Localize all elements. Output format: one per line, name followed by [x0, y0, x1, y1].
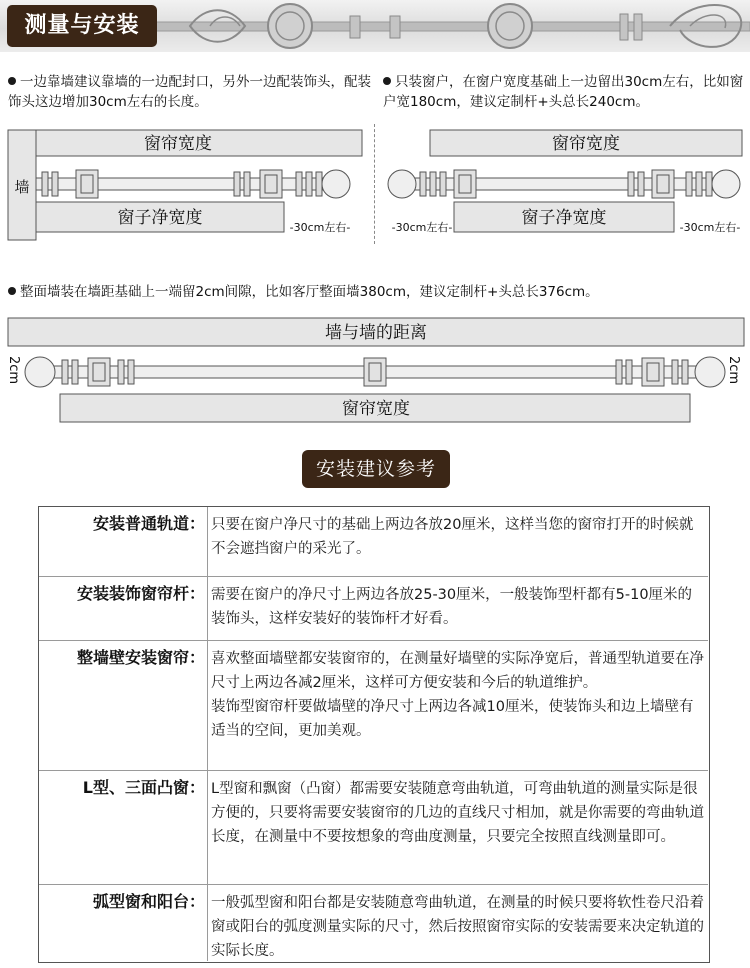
rod-ring	[62, 360, 68, 384]
rod-bracket	[364, 358, 386, 386]
row-paragraph: 喜欢整面墙壁都安装窗帘的，在测量好墙壁的实际净宽后，普通型轨道要在净尺寸上两边各减2厘米，这样可方便安装和今后的轨道维护。	[211, 651, 704, 691]
rod-ring	[638, 172, 644, 196]
row-label: L型、三面凸窗：	[82, 778, 205, 797]
extra-length-left-label: -30cm左右-	[391, 221, 453, 234]
note-full-wall	[8, 282, 748, 302]
rod-ring	[42, 172, 48, 196]
curtain-width-label: 窗帘宽度	[342, 399, 410, 419]
diagram-wall-side	[0, 124, 372, 244]
row-paragraph: 一般弧型窗和阳台都是安装随意弯曲轨道，在测量的时候只要将软性卷尺沿着窗或阳台的弧度测量实际的尺寸，然后按照窗帘实际的安装需要来决定轨道的实际长度。	[211, 895, 704, 959]
curtain-width-label: 窗帘宽度	[552, 134, 620, 154]
gap-left-label: 2cm	[6, 356, 21, 385]
row-label-text: L型、三面凸窗	[82, 778, 189, 797]
rod-bracket	[642, 358, 664, 386]
wall-label: 墙	[14, 178, 30, 196]
table-row	[39, 771, 708, 885]
curtain-rod-banner-icon	[150, 0, 750, 52]
rod-ring	[316, 172, 322, 196]
rod-ring	[128, 360, 134, 384]
row-paragraph: 需要在窗户的净尺寸上两边各放25-30厘米，一般装饰型杆都有5-10厘米的装饰头，这样安装好的装饰杆才好看。	[211, 587, 693, 627]
curtain-width-label: 窗帘宽度	[144, 134, 212, 154]
rod-ring	[118, 360, 124, 384]
row-label: 安装装饰窗帘杆：	[76, 584, 205, 603]
bullet-icon	[383, 77, 391, 85]
page-title: 测量与安装	[7, 5, 157, 47]
table-row	[39, 577, 708, 641]
row-separator	[207, 641, 208, 770]
rod-ring	[420, 172, 426, 196]
rod-ring	[682, 360, 688, 384]
rod-bracket	[652, 170, 674, 198]
rod-finial	[388, 170, 416, 198]
row-separator	[207, 885, 208, 961]
table-row	[39, 641, 708, 771]
row-separator	[207, 577, 208, 640]
row-text	[211, 583, 705, 631]
rod-ring	[686, 172, 692, 196]
window-width-label: 窗子净宽度	[117, 208, 203, 228]
note-window-only-text: 只装窗户，在窗户宽度基础上一边留出30cm左右，比如窗户宽180cm，建议定制杆+头总长240cm。	[383, 74, 744, 110]
row-label-text: 安装装饰窗帘杆	[76, 584, 189, 603]
note-window-only	[383, 72, 745, 112]
rod-bracket	[88, 358, 110, 386]
table-row	[39, 507, 708, 577]
rod-finial	[695, 357, 725, 387]
rod-ring	[306, 172, 312, 196]
rod-ring	[672, 360, 678, 384]
rod-ring	[696, 172, 702, 196]
row-label: 弧型窗和阳台：	[92, 892, 205, 911]
window-width-label: 窗子净宽度	[521, 208, 607, 228]
row-separator	[207, 771, 208, 884]
note-wall-side	[8, 72, 373, 112]
row-label: 安装普通轨道：	[92, 514, 205, 533]
header-banner	[0, 0, 750, 52]
rod-ring	[430, 172, 436, 196]
rod-ring	[628, 172, 634, 196]
rod-bracket	[454, 170, 476, 198]
suggestion-title: 安装建议参考	[302, 450, 450, 488]
rod-ring	[72, 360, 78, 384]
row-text	[211, 891, 705, 963]
row-text	[211, 777, 705, 849]
diagram-divider	[374, 124, 375, 244]
rod-ring	[440, 172, 446, 196]
rod-ring	[626, 360, 632, 384]
extra-length-label: -30cm左右-	[289, 221, 351, 234]
row-separator	[207, 507, 208, 576]
table-row	[39, 885, 708, 961]
row-text	[211, 513, 705, 561]
rod-ring	[706, 172, 712, 196]
diagram-window-only	[378, 124, 750, 244]
gap-right-label: 2cm	[726, 356, 741, 385]
note-full-wall-text: 整面墙装在墙距基础上一端留2cm间隙，比如客厅整面墙380cm，建议定制杆+头总长376cm。	[20, 284, 599, 300]
bullet-icon	[8, 287, 16, 295]
row-paragraph: L型窗和飘窗（凸窗）都需要安装随意弯曲轨道，可弯曲轨道的测量实际是很方便的，只要将需要安装窗帘的几边的直线尺寸相加，就是你需要的弯曲轨道长度，在测量中不要按想象的弯曲度测量，只要完全按照直线测量即可。	[211, 781, 704, 845]
rod-finial	[712, 170, 740, 198]
row-text	[211, 647, 705, 743]
row-label: 整墙壁安装窗帘：	[76, 648, 205, 667]
row-paragraph: 只要在窗户净尺寸的基础上两边各放20厘米，这样当您的窗帘打开的时候就不会遮挡窗户的采光了。	[211, 517, 694, 557]
diagram-full-wall	[0, 314, 750, 426]
rod-ring	[234, 172, 240, 196]
row-paragraph: 装饰型窗帘杆要做墙壁的净尺寸上两边各减10厘米，使装饰头和边上墙壁有适当的空间，更加美观。	[211, 699, 694, 739]
row-label-text: 弧型窗和阳台	[92, 892, 189, 911]
rod-ring	[52, 172, 58, 196]
rod-bracket	[76, 170, 98, 198]
rod-bracket	[260, 170, 282, 198]
row-label-text: 安装普通轨道	[92, 514, 189, 533]
extra-length-right-label: -30cm左右-	[679, 221, 741, 234]
rod-ring	[296, 172, 302, 196]
suggestion-table	[38, 506, 710, 963]
wall-distance-label: 墙与墙的距离	[325, 323, 427, 343]
rod-finial	[25, 357, 55, 387]
bullet-icon	[8, 77, 16, 85]
note-wall-side-text: 一边靠墙建议靠墙的一边配封口，另外一边配装饰头，配装饰头这边增加30cm左右的长度。	[8, 74, 371, 110]
rod-ring	[244, 172, 250, 196]
row-label-text: 整墙壁安装窗帘	[76, 648, 189, 667]
rod-finial	[322, 170, 350, 198]
rod-ring	[616, 360, 622, 384]
